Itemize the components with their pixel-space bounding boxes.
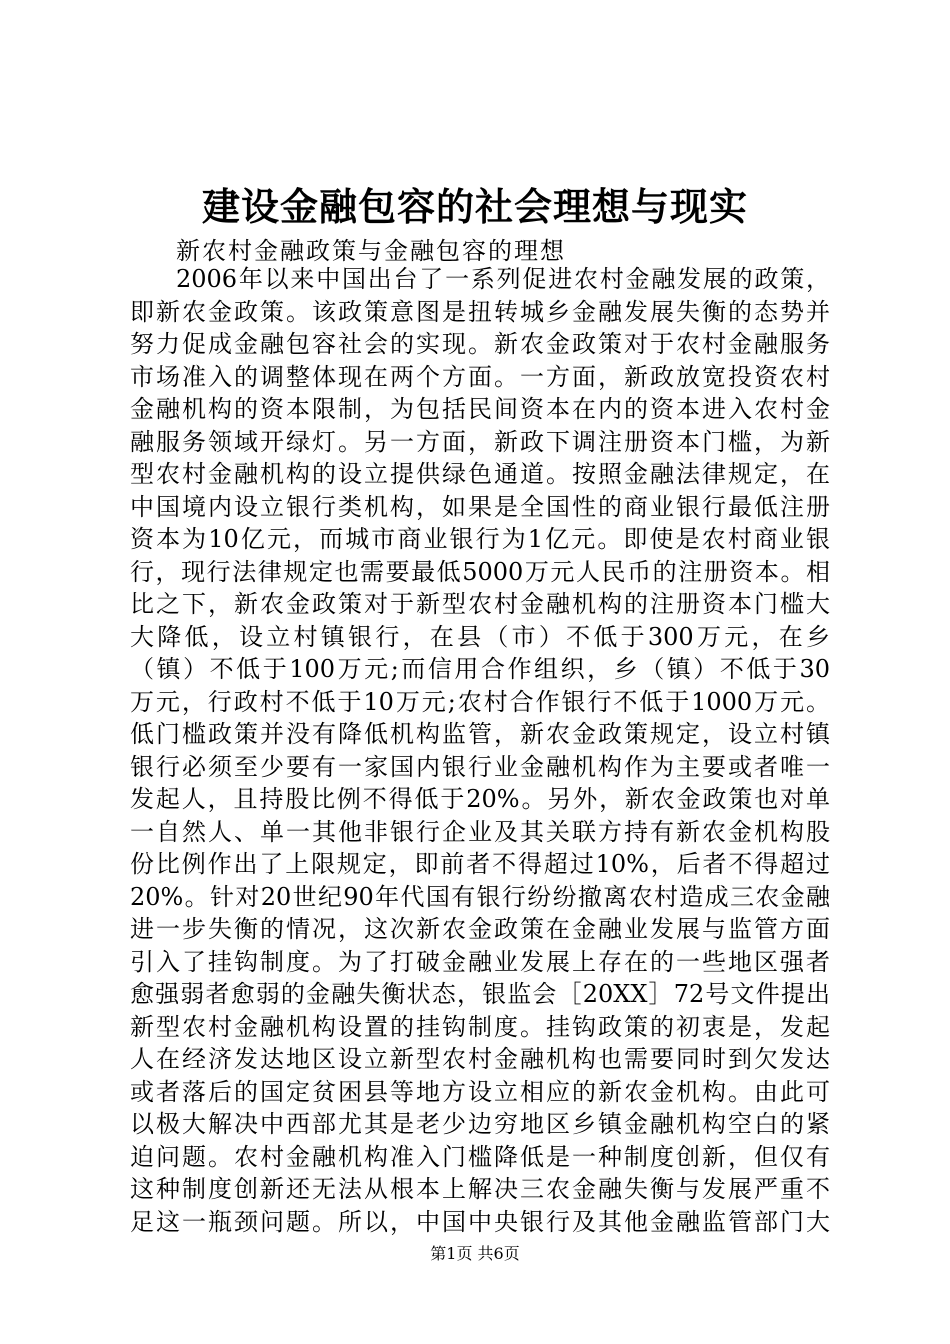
text-line: 20%。针对20世纪90年代国有银行纷纷撤离农村造成三农金融 — [130, 882, 830, 911]
text-line: 努力促成金融包容社会的实现。新农金政策对于农村金融服务 — [130, 330, 830, 358]
text-line: 以极大解决中西部尤其是老少边穷地区乡镇金融机构空白的紧 — [130, 1110, 830, 1138]
text-line: 型农村金融机构的设立提供绿色通道。按照金融法律规定，在 — [130, 460, 830, 488]
text-line: 万元，行政村不低于10万元;农村合作银行不低于1000万元。 — [130, 687, 830, 716]
text-line: 足这一瓶颈问题。所以，中国中央银行及其他金融监管部门大 — [130, 1207, 830, 1236]
text-line: 大降低，设立村镇银行，在县（市）不低于300万元，在乡 — [130, 622, 830, 651]
text-line: 中国境内设立银行类机构，如果是全国性的商业银行最低注册 — [130, 492, 830, 521]
body-text — [130, 263, 830, 1238]
text-line: 份比例作出了上限规定，即前者不得超过10%，后者不得超过 — [130, 850, 830, 878]
text-line: 市场准入的调整体现在两个方面。一方面，新政放宽投资农村 — [130, 362, 830, 391]
text-line: 进一步失衡的情况，这次新农金政策在金融业发展与监管方面 — [130, 915, 830, 943]
text-line: 金融机构的资本限制，为包括民间资本在内的资本进入农村金 — [130, 395, 830, 423]
text-line: 2006年以来中国出台了一系列促进农村金融发展的政策， — [176, 265, 830, 293]
text-line: 这种制度创新还无法从根本上解决三农金融失衡与发展严重不 — [130, 1175, 830, 1203]
text-line: 愈强弱者愈弱的金融失衡状态，银监会［20XX］72号文件提出 — [130, 980, 830, 1008]
text-line: 或者落后的国定贫困县等地方设立相应的新农金机构。由此可 — [130, 1077, 830, 1106]
text-line: 行，现行法律规定也需要最低5000万元人民币的注册资本。相 — [130, 557, 830, 586]
text-line: 一自然人、单一其他非银行企业及其关联方持有新农金机构股 — [130, 817, 830, 846]
text-line: 融服务领域开绿灯。另一方面，新政下调注册资本门槛，为新 — [130, 427, 830, 456]
text-line: 引入了挂钩制度。为了打破金融业发展上存在的一些地区强者 — [130, 947, 830, 976]
text-line: 人在经济发达地区设立新型农村金融机构也需要同时到欠发达 — [130, 1045, 830, 1073]
page-footer: 第1页 共6页 — [430, 1244, 520, 1263]
text-line: 新型农村金融机构设置的挂钩制度。挂钩政策的初衷是，发起 — [130, 1012, 830, 1041]
text-line: 比之下，新农金政策对于新型农村金融机构的注册资本门槛大 — [130, 590, 830, 618]
text-line: 迫问题。农村金融机构准入门槛降低是一种制度创新，但仅有 — [130, 1142, 830, 1171]
document-title: 建设金融包容的社会理想与现实 — [201, 184, 748, 229]
text-line: （镇）不低于100万元;而信用合作组织，乡（镇）不低于30 — [130, 655, 830, 683]
text-line: 银行必须至少要有一家国内银行业金融机构作为主要或者唯一 — [130, 752, 830, 781]
section-heading: 新农村金融政策与金融包容的理想 — [176, 237, 566, 265]
text-line: 低门槛政策并没有降低机构监管，新农金政策规定，设立村镇 — [130, 720, 830, 748]
text-line: 即新农金政策。该政策意图是扭转城乡金融发展失衡的态势并 — [130, 297, 830, 326]
text-line: 发起人，且持股比例不得低于20%。另外，新农金政策也对单 — [130, 785, 830, 813]
text-line: 资本为10亿元，而城市商业银行为1亿元。即使是农村商业银 — [130, 525, 830, 553]
